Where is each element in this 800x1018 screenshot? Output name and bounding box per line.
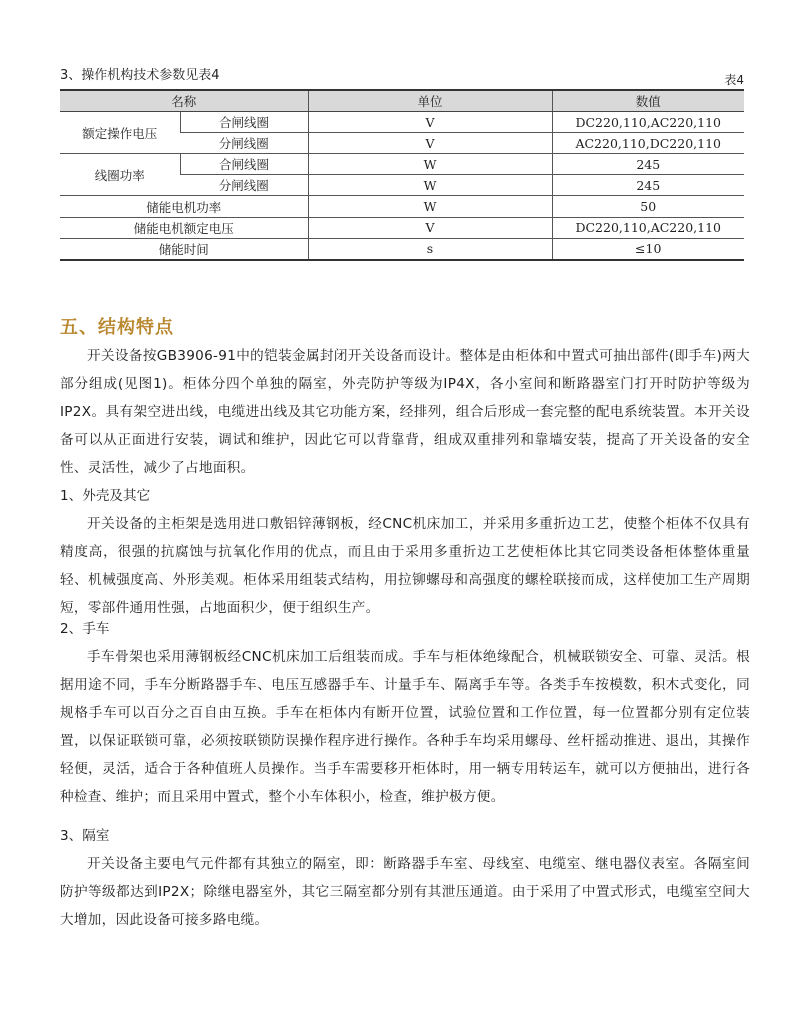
subsection-text-enclosure: 开关设备的主柜架是选用进口敷铝锌薄钢板，经CNC机床加工，并采用多重折边工艺，使整个柜体不仅具有精度高，很强的抗腐蚀与抗氧化作用的优点，而且由于采用多重折边工艺使柜体比其它同类设备柜体整体重量轻、机械强度高、外形美观。柜体采用组装式结构，用拉铆螺母和高强度的螺栓联接而成，这样使加工生产周期短，零部件通用性强，占地面积少，便于组织生产。 [60, 516, 750, 616]
header-unit: 单位 [308, 90, 552, 112]
row-value: 245 [552, 175, 744, 196]
section-heading: 五、结构特点 [60, 317, 174, 338]
row-name: 储能时间 [60, 238, 308, 260]
row-name: 合闸线圈 [180, 112, 308, 133]
row-value: ≤10 [552, 238, 744, 260]
table-row [60, 238, 744, 260]
header-value: 数值 [552, 90, 744, 112]
header-name: 名称 [60, 90, 308, 112]
table-row [60, 112, 744, 133]
row-unit: s [308, 238, 552, 260]
table-caption: 3、操作机构技术参数见表4 [60, 68, 220, 83]
table-number: 表4 [724, 73, 744, 87]
row-value: 50 [552, 196, 744, 217]
subsection-text-handcart: 手车骨架也采用薄钢板经CNC机床加工后组装而成。手车与柜体绝缘配合，机械联锁安全、可靠、灵活。根据用途不同，手车分断路器手车、电压互感器手车、计量手车、隔离手车等。各类手车按模数，积木式变化，同规格手车可以百分之百自由互换。手车在柜体内有断开位置，试验位置和工作位置，每一位置都分别有定位装置，以保证联锁可靠，必须按联锁防误操作程序进行操作。各种手车均采用螺母、丝杆摇动推进、退出，其操作轻便，灵活，适合于各种值班人员操作。当手车需要移开柜体时，用一辆专用转运车，就可以方便抽出，进行各种检查、维护；而且采用中置式，整个小车体积小，检查，维护极方便。 [60, 649, 750, 805]
intro-paragraph: 开关设备按GB3906-91中的铠装金属封闭开关设备而设计。整体是由柜体和中置式可抽出部件(即手车)两大部分组成(见图1)。柜体分四个单独的隔室，外壳防护等级为IP4X，各小室间和断路器室门打开时防护等级为IP2X。具有架空进出线，电缆进出线及其它功能方案，经排列，组合后形成一套完整的配电系统装置。本开关设备可以从正面进行安装，调试和维护，因此它可以背靠背，组成双重排列和靠墙安装，提高了开关设备的安全性、灵活性，减少了占地面积。 [60, 348, 750, 476]
row-name: 合闸线圈 [180, 154, 308, 175]
row-value: DC220,110,AC220,110 [552, 112, 744, 133]
row-value: 245 [552, 154, 744, 175]
row-name: 分闸线圈 [180, 133, 308, 154]
row-value: AC220,110,DC220,110 [552, 133, 744, 154]
subsection-title-handcart: 2、手车 [60, 621, 110, 637]
row-unit: V [308, 133, 552, 154]
table-row [60, 154, 744, 175]
row-group-label: 线圈功率 [60, 154, 180, 196]
row-unit: V [308, 112, 552, 133]
row-value: DC220,110,AC220,110 [552, 217, 744, 238]
row-unit: V [308, 217, 552, 238]
row-unit: W [308, 175, 552, 196]
subsection-text-compartment: 开关设备主要电气元件都有其独立的隔室，即：断路器手车室、母线室、电缆室、继电器仪表室。各隔室间防护等级都达到IP2X；除继电器室外，其它三隔室都分别有其泄压通道。由于采用了中置式形式，电缆室空间大大增加，因此设备可接多路电缆。 [60, 856, 750, 928]
row-name: 分闸线圈 [180, 175, 308, 196]
subsection-title-compartment: 3、隔室 [60, 828, 110, 844]
operating-mechanism-params-table [60, 89, 744, 261]
table-row [60, 196, 744, 217]
row-name: 储能电机额定电压 [60, 217, 308, 238]
row-unit: W [308, 196, 552, 217]
table-row [60, 217, 744, 238]
subsection-title-enclosure: 1、外壳及其它 [60, 488, 151, 504]
table-header-row [60, 90, 744, 112]
row-group-label: 额定操作电压 [60, 112, 180, 154]
row-unit: W [308, 154, 552, 175]
row-name: 储能电机功率 [60, 196, 308, 217]
